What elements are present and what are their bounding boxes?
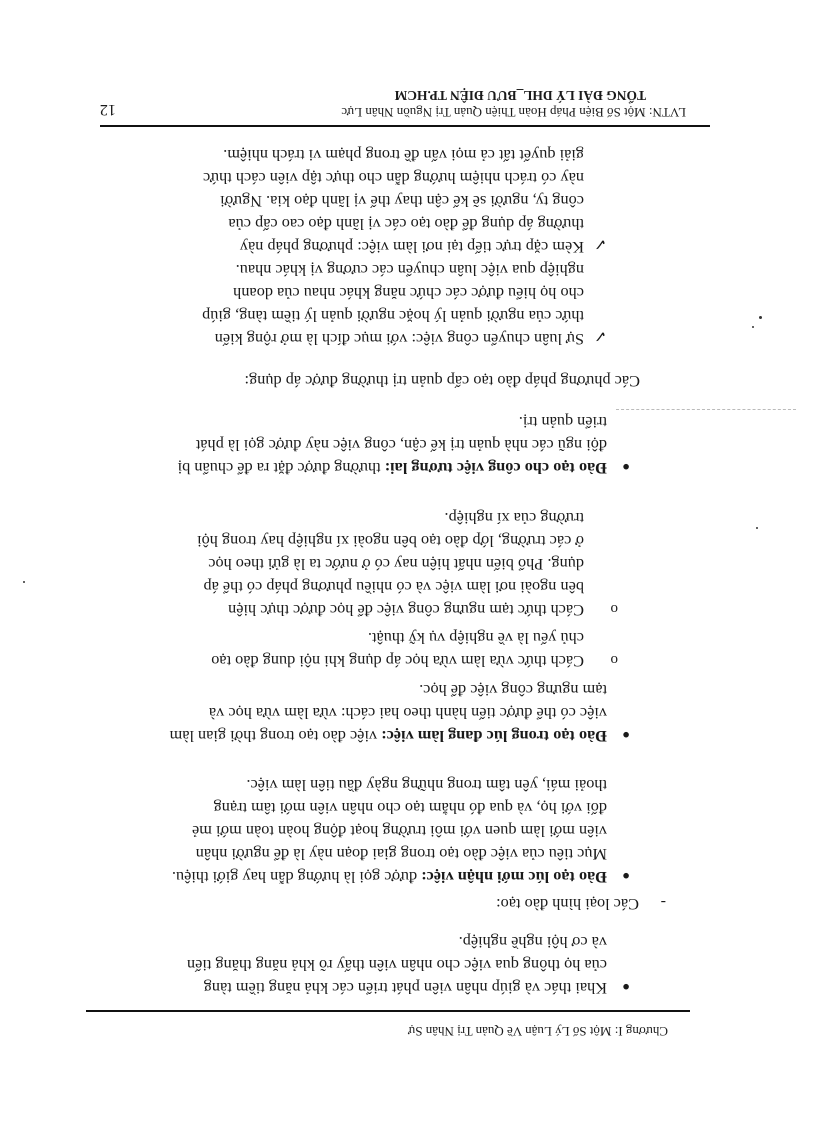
c1-line-4: nghiệp qua việc luân chuyển các cương vị khác nhau. [235, 261, 584, 280]
org-name: TỔNG ĐÀI LÝ DHL_BƯU ĐIỆN TP.HCM [394, 88, 646, 103]
intro-line-2: của họ thông qua việc cho nhân viên thấy rõ khả năng thăng tiến [186, 956, 607, 975]
types-heading: Các loại hình đào tạo: [496, 895, 639, 914]
b2-line-3: tạm ngưng công việc để học. [419, 681, 607, 700]
scan-artifact [759, 316, 762, 319]
b2-head: Đào tạo trong lúc đang làm việc: [381, 727, 607, 746]
b1-line-3: viên mới làm quen với môi trường hoạt động hoàn toàn mới mẻ [192, 822, 607, 841]
page-number: 12 [99, 101, 116, 120]
check-icon: ✓ [593, 235, 607, 252]
check-icon: ✓ [593, 327, 607, 344]
circle-bullet-icon: o [610, 601, 618, 617]
bullet-icon: ● [622, 869, 630, 884]
b2-line-2: việc có thể được tiến hành theo hai cách: vừa làm vừa học và [208, 704, 607, 723]
sub1-line-1: Cách thức vừa làm vừa học áp dụng khi nội dung đào tạo [211, 652, 584, 671]
bullet-icon: ● [622, 460, 630, 475]
b1-text-1: được gọi là hướng dẫn hay giới thiệu. [171, 868, 422, 887]
sub2-line-4: ở các trường, lớp đào tạo bên ngoài xí nghiệp hay trong hội [197, 532, 584, 551]
chapter-header [408, 1023, 668, 1039]
bullet-icon: ● [622, 980, 630, 995]
c2-line-2: thường áp dụng để đào tạo các vị lãnh đạo cao cấp của [228, 215, 584, 234]
c2-line-4: này có trách nhiệm hướng dẫn cho thực tập viên cách thức [203, 169, 584, 188]
header-rule [86, 1010, 690, 1012]
intro-line-3: và cơ hội nghề nghiệp. [458, 933, 607, 952]
b1-line-4: đối với họ, và qua đó nhằm tạo cho nhân viên mới tâm trạng [213, 799, 607, 818]
sub2-line-3: dụng. Phổ biến nhất hiện nay có ở nước ta là gửi theo học [208, 555, 584, 574]
b1-head: Đào tạo lúc mới nhận việc: [421, 868, 607, 887]
c1-line-1: Sự luân chuyển công việc: với mục đích là mở rộng kiến [214, 330, 584, 349]
b3-line-3: triển quản trị. [518, 413, 607, 432]
circle-bullet-icon: o [610, 652, 618, 668]
b3-line-1 [178, 460, 607, 476]
b2-line-1 [170, 728, 607, 744]
dash-icon: - [660, 894, 666, 911]
c1-line-3: cho họ hiểu được các chức năng khác nhau của doanh [233, 284, 584, 303]
intro-line-1: Khai thác và giúp nhân viên phát triển các khả năng tiềm tàng [203, 979, 607, 998]
thesis-title: LVTN: Một Số Biện Pháp Hoàn Thiện Quản Trị Nguồn Nhân Lực [341, 105, 686, 120]
b1-line-1 [172, 869, 607, 885]
b3-line-2: đội ngũ các nhà quản trị kế cận, công việc này được gọi là phát [195, 436, 607, 455]
b3-head: Đào tạo cho công việc tương lai: [384, 459, 607, 478]
scan-artifact [616, 409, 796, 410]
sub2-line-1: Cách thức tạm ngưng công việc để học được thực hiện [228, 601, 584, 620]
bullet-icon: ● [622, 728, 630, 743]
sub2-line-2: bên ngoài nơi làm việc và có nhiều phương pháp có thể áp [203, 578, 584, 597]
c2-line-5: giải quyết tất cả mọi vấn đề trong phạm vi trách nhiệm. [223, 146, 584, 165]
c2-line-1: Kèm cặp trực tiếp tại nơi làm việc: phương pháp này [239, 238, 584, 257]
sub2-line-5: trường của xí nghiệp. [444, 509, 584, 528]
sub1-line-2: chủ yếu là về nghiệp vụ kỹ thuật. [367, 629, 584, 648]
footer-rule [100, 125, 710, 127]
b2-text-1: việc đào tạo trong thời gian làm [169, 727, 382, 746]
b1-line-5: thoải mái, yên tâm trong những ngày đầu tiên làm việc. [246, 776, 607, 795]
b1-line-2: Mục tiêu của việc đào tạo trong giai đoạn này là để người nhân [195, 845, 607, 864]
b3-text-1: thường được đặt ra để chuẩn bị [177, 459, 385, 478]
methods-heading: Các phương pháp đào tạo cấp quản trị thường được áp dụng: [244, 372, 640, 391]
scan-artifact [752, 326, 754, 328]
scan-artifact [23, 581, 25, 583]
scan-artifact [756, 527, 758, 529]
c2-line-3: công ty, người sẽ kế cận thay thế vị lãnh đạo kia. Người [220, 192, 584, 211]
c1-line-2: thức của người quản lý hoặc người quản lý tiềm tàng, giúp [202, 307, 584, 326]
chapter-title: Chương I: Một Số Lý Luận Về Quản Trị Nhân Sự [408, 1024, 668, 1039]
